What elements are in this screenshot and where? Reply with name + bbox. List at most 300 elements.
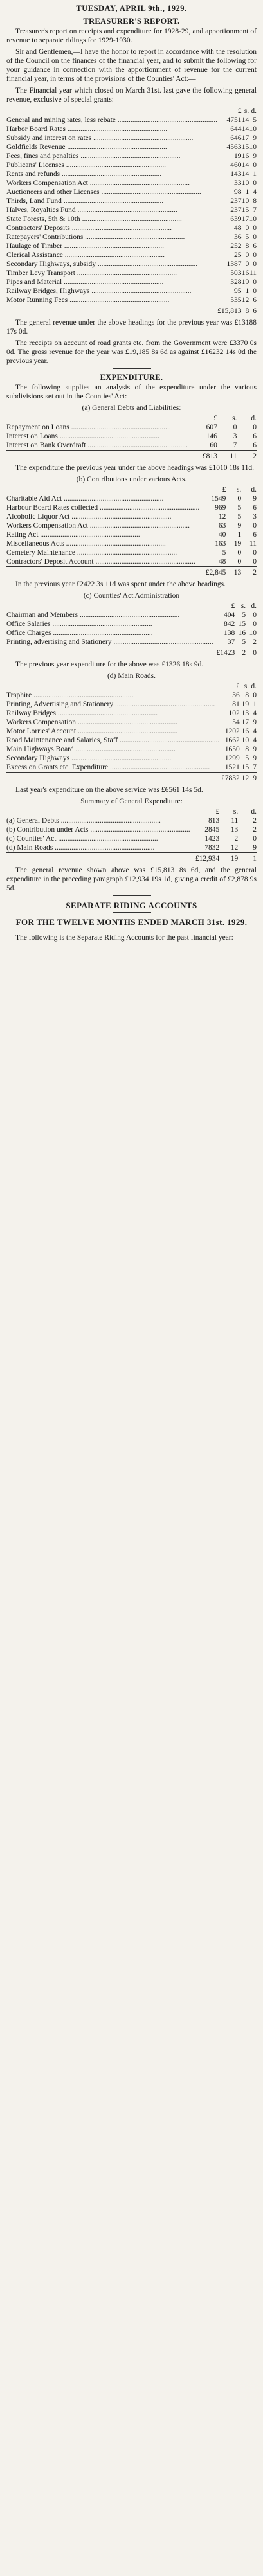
account-label: Workers Compensation Act ..... (6, 179, 217, 188)
pence-value: 0 (253, 161, 257, 169)
account-label: Interest on Bank Overdraft ..... (6, 441, 188, 451)
account-row (6, 503, 257, 512)
pounds-value: 25 (234, 251, 242, 259)
account-row (6, 718, 257, 727)
pence-value: 8 (253, 197, 257, 205)
account-row (6, 629, 257, 638)
account-label: Road Maintenance and Salaries, Staff ..... (6, 736, 219, 745)
account-row (6, 125, 257, 134)
pence-header: d. (251, 486, 257, 494)
account-label: General and mining rates, less rebate ..... (6, 116, 217, 125)
account-label: Secondary Highways, subsidy ..... (6, 260, 217, 269)
shillings-value: 16 (241, 728, 249, 735)
shillings-value: 2 (234, 835, 239, 843)
shillings-value: 9 (237, 522, 242, 530)
account-row (6, 521, 257, 530)
pence-value: 2 (253, 638, 257, 646)
shillings-value: 17 (241, 215, 249, 223)
pounds-value: 33 (234, 179, 242, 187)
shillings-value: 11 (231, 817, 239, 825)
shillings-value: 17 (241, 134, 249, 142)
pence-header: d. (251, 808, 257, 816)
pence-value: 1 (253, 701, 257, 708)
shillings-header: s. (244, 683, 249, 690)
account-label: Workers Compensation Act ..... (6, 521, 199, 530)
pounds-value: 237 (230, 197, 242, 205)
shillings-value: 5 (242, 611, 246, 619)
shillings-value: 10 (241, 179, 249, 187)
shillings-value: 12 (241, 296, 249, 304)
total-pence: 9 (249, 773, 257, 783)
account-row (6, 441, 257, 451)
pounds-value: 60 (210, 442, 217, 449)
pence-header: d. (251, 107, 257, 115)
intro-paragraph-1: Treasurer's report on receipts and expenditure for 1928-29, and apportionment of revenue to separate ridings for 1929-1930. (6, 28, 257, 44)
account-label: Excess on Grants etc. Expenditure ..... (6, 763, 219, 773)
pounds-value: 98 (234, 188, 242, 196)
account-row (6, 296, 257, 305)
account-row (6, 539, 257, 548)
pounds-value: 95 (234, 287, 242, 295)
total-shillings: 8 (242, 305, 249, 316)
pence-value: 6 (253, 531, 257, 539)
pounds-value: 143 (230, 170, 242, 178)
header-spacer (6, 807, 190, 816)
pence-value: 0 (253, 522, 257, 530)
account-row (6, 691, 257, 700)
pounds-value: 503 (230, 269, 242, 277)
account-label: Harbour Board Rates collected ..... (6, 503, 199, 512)
account-row (6, 709, 257, 718)
revenue-paragraph-1: The general revenue under the above headings for the previous year was £13188 17s 0d. (6, 319, 257, 335)
section-d-title: (d) Main Roads. (107, 672, 156, 680)
pence-value: 9 (253, 746, 257, 753)
expenditure-intro: The following supplies an analysis of the expenditure under the various subdivisions set out in the Counties' Act: (6, 384, 257, 400)
summary-note: The general revenue shown above was £15,813 8s 6d, and the general expenditure in the preceding paragraph £12,934 19s 1d, giving a credit of £2,878 9s 5d. (6, 866, 257, 892)
pence-value: 0 (253, 424, 257, 431)
pence-header: d. (251, 683, 257, 690)
section-c-title: (c) Counties' Act Administration (83, 592, 180, 600)
total-row (6, 647, 257, 658)
shillings-value: 7 (233, 442, 237, 449)
pounds-value: 237 (230, 206, 242, 214)
account-label: Motor Lorries' Account ..... (6, 727, 219, 736)
account-label: Miscellaneous Acts ..... (6, 539, 199, 548)
pounds-value: 5 (222, 549, 226, 557)
currency-header-row (6, 485, 257, 494)
total-pounds: £7832 (219, 773, 239, 783)
section-a-note: The expenditure the previous year under the above headings was £1010 18s 11d. (15, 464, 254, 472)
total-shillings: 19 (219, 853, 238, 864)
account-label: Charitable Aid Act ..... (6, 494, 199, 503)
shillings-value: 16 (238, 629, 246, 637)
shillings-value: 14 (241, 116, 249, 124)
pence-value: 9 (253, 755, 257, 762)
expenditure-title: EXPENDITURE. (100, 373, 163, 382)
account-row (6, 763, 257, 773)
shillings-value: 5 (245, 233, 249, 241)
pounds-value: 36 (234, 233, 242, 241)
total-pounds: £813 (188, 451, 217, 461)
account-label: Alcoholic Liquor Act ..... (6, 512, 199, 521)
account-row (6, 736, 257, 745)
shillings-value: 13 (241, 710, 249, 717)
pounds-value: 63 (218, 522, 226, 530)
account-label: Timber Levy Transport ..... (6, 269, 217, 278)
summary-rows (6, 807, 257, 863)
section-d-table (6, 682, 257, 783)
account-row (6, 754, 257, 763)
pence-value: 11 (249, 269, 257, 277)
account-label: (a) General Debts ..... (6, 816, 190, 825)
pounds-value: 2845 (204, 826, 220, 834)
account-label: Traphire ..... (6, 691, 219, 700)
pence-value: 9 (253, 495, 257, 503)
section-a-rows (6, 414, 257, 461)
account-label: Subsidy and interest on rates ..... (6, 134, 217, 143)
shillings-value: 15 (241, 143, 249, 151)
total-shillings: 2 (235, 647, 246, 658)
pence-value: 0 (253, 278, 257, 286)
pounds-value: 842 (224, 620, 235, 628)
shillings-value: 14 (241, 125, 249, 133)
account-label: Repayment on Loans ..... (6, 423, 188, 432)
shillings-value: 15 (238, 620, 246, 628)
account-row (6, 745, 257, 754)
shillings-header: s. (244, 107, 249, 115)
account-label: Ratepayers' Contributions ..... (6, 233, 217, 242)
pounds-value: 1387 (226, 260, 242, 268)
pounds-value: 12 (218, 513, 226, 521)
pounds-value: 81 (232, 701, 240, 708)
account-label: State Forests, 5th & 10th ..... (6, 215, 217, 224)
shillings-header: s. (240, 602, 246, 610)
shillings-value: 19 (241, 278, 249, 286)
pence-value: 0 (253, 260, 257, 268)
account-label: Printing, advertising and Stationery ..... (6, 638, 213, 647)
account-row (6, 170, 257, 179)
shillings-value: 15 (241, 206, 249, 214)
report-title: TREASURER'S REPORT. (83, 17, 180, 26)
total-row (6, 853, 257, 864)
shillings-value: 5 (245, 755, 249, 762)
account-label: Goldfields Revenue ..... (6, 143, 217, 152)
account-label: (b) Contribution under Acts ..... (6, 825, 190, 834)
pounds-value: 644 (230, 125, 242, 133)
shillings-value: 0 (237, 558, 242, 566)
account-row (6, 215, 257, 224)
pence-value: 9 (253, 844, 257, 852)
separate-riding-subtitle: FOR THE TWELVE MONTHS ENDED MARCH 31st. 1929. (15, 917, 248, 927)
total-spacer (6, 773, 219, 783)
total-pounds: £2,845 (199, 567, 226, 578)
separate-riding-title: SEPARATE RIDING ACCOUNTS (66, 900, 197, 910)
section-c-table (6, 602, 257, 657)
pounds-value: 969 (215, 504, 226, 512)
pence-value: 2 (253, 817, 257, 825)
section-a-title: (a) General Debts and Liabilities: (82, 404, 181, 412)
total-row (6, 773, 257, 783)
account-label: Fees, fines and penalties ..... (6, 152, 217, 161)
currency-header-row (6, 602, 257, 611)
account-label: Rating Act ..... (6, 530, 199, 539)
pence-value: 4 (253, 737, 257, 744)
header-spacer (6, 602, 213, 611)
total-pence: 6 (249, 305, 257, 316)
account-row (6, 834, 257, 843)
account-label: Contractors' Deposits ..... (6, 224, 217, 233)
pounds-value: 639 (230, 215, 242, 223)
shillings-value: 5 (237, 504, 242, 512)
total-spacer (6, 451, 188, 461)
account-label: (c) Counties' Act ..... (6, 834, 190, 843)
account-row (6, 242, 257, 251)
pence-value: 0 (253, 224, 257, 232)
shillings-value: 17 (241, 719, 249, 726)
account-row (6, 269, 257, 278)
pounds-value: 1299 (224, 755, 240, 762)
shillings-header: s. (236, 486, 242, 494)
shillings-value: 0 (245, 251, 249, 259)
total-pence: 2 (237, 451, 257, 461)
account-label: Chairman and Members ..... (6, 611, 213, 620)
total-pounds: £1423 (213, 647, 235, 658)
account-row (6, 816, 257, 825)
account-row (6, 557, 257, 567)
account-label: Auctioneers and other Licenses ..... (6, 188, 217, 197)
account-label: Haulage of Timber ..... (6, 242, 217, 251)
section-d-rows (6, 682, 257, 783)
account-label: Workers Compensation ..... (6, 718, 219, 727)
shillings-value: 14 (241, 161, 249, 169)
pounds-value: 4563 (226, 143, 242, 151)
pence-value: 0 (253, 233, 257, 241)
total-spacer (6, 853, 190, 864)
pence-value: 9 (253, 152, 257, 160)
shillings-value: 0 (233, 424, 237, 431)
total-pounds: £12,934 (190, 853, 220, 864)
summary-table (6, 807, 257, 863)
total-shillings: 11 (217, 451, 237, 461)
account-row (6, 548, 257, 557)
pence-value: 6 (253, 442, 257, 449)
pounds-value: 7832 (204, 844, 220, 852)
section-c-note: The previous year expenditure for the above was £1326 18s 9d. (15, 661, 204, 668)
pence-value: 7 (253, 206, 257, 214)
shillings-value: 5 (242, 638, 246, 646)
pounds-header: £ (235, 683, 240, 690)
account-label: Railway Bridges, Highways ..... (6, 287, 217, 296)
section-b-note: In the previous year £2422 3s 11d was spent under the above headings. (15, 580, 226, 588)
account-row (6, 512, 257, 521)
pence-value: 0 (253, 179, 257, 187)
pounds-value: 48 (218, 558, 226, 566)
pence-value: 10 (249, 143, 257, 151)
pence-value: 0 (253, 611, 257, 619)
pence-value: 6 (253, 242, 257, 250)
pence-value: 6 (253, 296, 257, 304)
pence-value: 5 (253, 116, 257, 124)
account-row (6, 423, 257, 432)
pence-value: 4 (253, 728, 257, 735)
shillings-value: 1 (237, 531, 242, 539)
shillings-value: 8 (245, 692, 249, 699)
account-label: Thirds, Land Fund ..... (6, 197, 217, 206)
section-a-table (6, 414, 257, 461)
shillings-value: 0 (237, 495, 242, 503)
shillings-value: 19 (241, 701, 249, 708)
pounds-value: 37 (227, 638, 235, 646)
shillings-value: 0 (245, 224, 249, 232)
account-label: Motor Running Fees ..... (6, 296, 217, 305)
shillings-value: 16 (241, 152, 249, 160)
pounds-value: 4751 (226, 116, 242, 124)
pounds-value: 1650 (224, 746, 240, 753)
total-row (6, 451, 257, 461)
pence-header: d. (251, 602, 257, 610)
shillings-value: 12 (230, 844, 239, 852)
currency-header-row (6, 414, 257, 423)
account-label: Rents and refunds ..... (6, 170, 217, 179)
pence-value: 10 (249, 125, 257, 133)
account-row (6, 825, 257, 834)
account-row (6, 116, 257, 125)
header-spacer (6, 107, 217, 116)
pence-value: 0 (253, 620, 257, 628)
pence-value: 0 (253, 558, 257, 566)
currency-header-row (6, 107, 257, 116)
pence-value: 0 (253, 692, 257, 699)
header-spacer (6, 414, 188, 423)
section-b-table (6, 485, 257, 577)
pence-value: 4 (253, 188, 257, 196)
revenue-rows (6, 107, 257, 316)
pounds-value: 54 (232, 719, 240, 726)
account-label: Office Charges ..... (6, 629, 213, 638)
header-spacer (6, 682, 219, 691)
account-label: Contractors' Deposit Account ..... (6, 557, 199, 567)
account-row (6, 179, 257, 188)
summary-title: Summary of General Expenditure: (80, 798, 183, 805)
pounds-value: 36 (232, 692, 240, 699)
pounds-header: £ (231, 602, 235, 610)
account-label: Printing, Advertising and Stationery ..... (6, 700, 219, 709)
section-b-rows (6, 485, 257, 577)
total-pounds: £15,813 (217, 305, 241, 316)
pence-value: 9 (253, 719, 257, 726)
total-row (6, 567, 257, 578)
total-pence: 1 (238, 853, 257, 864)
account-label: Publicans' Licenses ..... (6, 161, 217, 170)
pounds-value: 19 (234, 152, 242, 160)
account-row (6, 611, 257, 620)
pounds-value: 138 (224, 629, 235, 637)
pence-value: 0 (253, 549, 257, 557)
dateline: TUESDAY, APRIL 9th., 1929. (76, 4, 187, 13)
pounds-value: 460 (230, 161, 242, 169)
account-row (6, 188, 257, 197)
shillings-header: s. (233, 808, 239, 816)
pence-value: 7 (253, 764, 257, 771)
pounds-value: 1423 (204, 835, 220, 843)
account-label: Office Salaries ..... (6, 620, 213, 629)
account-label: Secondary Highways ..... (6, 754, 219, 763)
account-label: Harbor Board Rates ..... (6, 125, 217, 134)
account-row (6, 233, 257, 242)
section-c-rows (6, 602, 257, 657)
pence-value: 3 (253, 513, 257, 521)
shillings-value: 0 (237, 549, 242, 557)
pounds-header: £ (222, 486, 226, 494)
account-row (6, 197, 257, 206)
shillings-value: 8 (245, 746, 249, 753)
pence-value: 1 (253, 170, 257, 178)
pounds-value: 607 (206, 424, 217, 431)
pounds-value: 1549 (211, 495, 226, 503)
shillings-value: 1 (245, 188, 249, 196)
account-label: Pipes and Material ..... (6, 278, 217, 287)
pounds-value: 163 (215, 540, 226, 548)
account-label: Halves, Royalties Fund ..... (6, 206, 217, 215)
shillings-value: 1 (245, 287, 249, 295)
shillings-value: 19 (233, 540, 242, 548)
account-row (6, 260, 257, 269)
account-row (6, 727, 257, 736)
account-label: (d) Main Roads ..... (6, 843, 190, 853)
account-row (6, 161, 257, 170)
account-label: Main Highways Board ..... (6, 745, 219, 754)
pence-value: 6 (253, 433, 257, 440)
shillings-value: 3 (233, 433, 237, 440)
shillings-value: 15 (241, 764, 249, 771)
shillings-value: 8 (245, 242, 249, 250)
total-shillings: 13 (226, 567, 241, 578)
revenue-table (6, 107, 257, 316)
account-row (6, 287, 257, 296)
currency-header-row (6, 807, 257, 816)
intro-paragraph-2: Sir and Gentlemen,—I have the honor to report in accordance with the resolution of the Council on the finances of the financial year, and to submit the following for your guidance in connection with the apportionment of revenue for the current financial year, in terms of the provisions of the Counties' Act:— (6, 48, 257, 83)
account-row (6, 251, 257, 260)
account-row (6, 494, 257, 503)
total-spacer (6, 305, 217, 316)
pence-value: 0 (253, 287, 257, 295)
divider (113, 895, 151, 896)
account-row (6, 278, 257, 287)
pounds-header: £ (237, 107, 242, 115)
remaining-page (6, 945, 257, 2230)
pence-value: 6 (253, 504, 257, 512)
shillings-header: s. (232, 415, 237, 422)
pence-value: 10 (249, 215, 257, 223)
shillings-value: 16 (241, 269, 249, 277)
pence-value: 0 (253, 251, 257, 259)
pence-value: 4 (253, 710, 257, 717)
pounds-value: 328 (230, 278, 242, 286)
account-label: Cemetery Maintenance ..... (6, 548, 199, 557)
section-d-note: Last year's expenditure on the above service was £6561 14s 5d. (15, 786, 203, 794)
account-row (6, 530, 257, 539)
account-label: Interest on Loans ..... (6, 432, 188, 441)
account-row (6, 206, 257, 215)
account-row (6, 432, 257, 441)
account-label: Clerical Assistance ..... (6, 251, 217, 260)
pence-value: 9 (253, 134, 257, 142)
total-shillings: 12 (240, 773, 249, 783)
pounds-value: 1202 (224, 728, 240, 735)
divider (113, 912, 151, 913)
pence-value: 0 (253, 835, 257, 843)
divider (113, 368, 151, 369)
